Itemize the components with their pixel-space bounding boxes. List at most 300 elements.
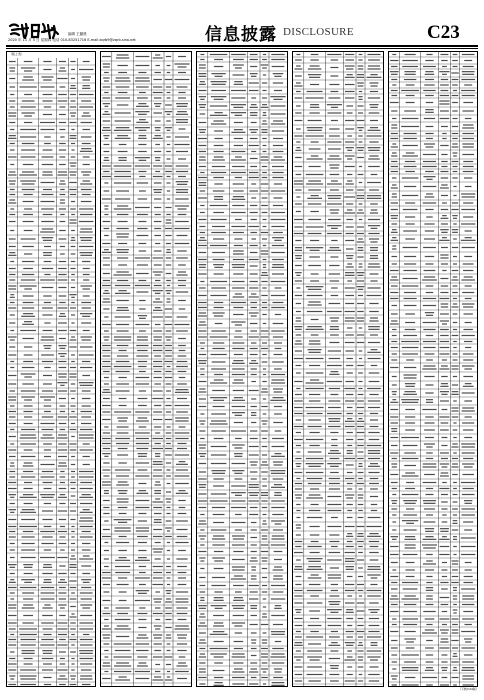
cell-text-mark bbox=[327, 233, 342, 234]
cell-text-mark bbox=[261, 624, 268, 625]
cell-text-mark bbox=[233, 600, 243, 601]
cell-text-mark bbox=[82, 194, 91, 195]
cell-text-mark bbox=[43, 61, 51, 62]
cell-text-mark bbox=[71, 246, 76, 247]
cell-text-mark bbox=[358, 85, 364, 86]
cell-text-mark bbox=[370, 120, 378, 121]
cell-text-mark bbox=[391, 595, 397, 596]
cell-text-mark bbox=[464, 466, 473, 467]
cell-text-mark bbox=[391, 428, 397, 429]
cell-text-mark bbox=[235, 324, 242, 325]
cell-text-mark bbox=[272, 267, 284, 268]
table-row bbox=[104, 566, 187, 567]
cell-text-mark bbox=[59, 316, 66, 317]
cell-text-mark bbox=[296, 128, 301, 129]
cell-text-mark bbox=[177, 613, 188, 614]
table-row bbox=[294, 219, 380, 220]
cell-text-mark bbox=[346, 365, 353, 366]
cell-text-mark bbox=[71, 488, 76, 489]
cell-text-mark bbox=[357, 526, 365, 527]
cell-text-mark bbox=[307, 127, 323, 128]
cell-text-mark bbox=[116, 361, 130, 362]
cell-text-mark bbox=[405, 631, 416, 632]
cell-text-mark bbox=[296, 91, 301, 92]
table-row bbox=[10, 462, 90, 466]
cell-text-mark bbox=[261, 190, 268, 191]
cell-text-mark bbox=[165, 350, 172, 351]
cell-text-mark bbox=[294, 326, 302, 327]
cell-text-mark bbox=[137, 656, 147, 657]
cell-text-mark bbox=[178, 345, 186, 346]
cell-text-mark bbox=[58, 604, 66, 605]
cell-text-mark bbox=[331, 107, 338, 108]
cell-text-mark bbox=[138, 405, 147, 406]
cell-text-mark bbox=[104, 182, 108, 183]
cell-text-mark bbox=[177, 111, 186, 112]
cell-text-mark bbox=[441, 126, 448, 127]
cell-text-mark bbox=[71, 495, 76, 496]
cell-text-mark bbox=[308, 120, 322, 121]
cell-text-mark bbox=[358, 618, 364, 619]
cell-text-mark bbox=[369, 602, 378, 603]
cell-text-mark bbox=[347, 625, 352, 626]
cell-text-mark bbox=[461, 588, 475, 589]
cell-text-mark bbox=[275, 641, 281, 642]
cell-text-mark bbox=[346, 546, 354, 547]
cell-text-mark bbox=[175, 205, 189, 206]
cell-text-mark bbox=[179, 308, 186, 309]
cell-text-mark bbox=[261, 107, 268, 108]
cell-text-mark bbox=[79, 221, 93, 222]
table-row bbox=[10, 330, 89, 331]
cell-text-mark bbox=[328, 496, 342, 497]
cell-text-mark bbox=[345, 590, 355, 591]
cell-text-mark bbox=[8, 639, 16, 640]
cell-text-mark bbox=[9, 171, 15, 172]
cell-text-mark bbox=[261, 668, 268, 669]
cell-text-mark bbox=[70, 405, 75, 406]
cell-text-mark bbox=[8, 488, 17, 489]
table-row bbox=[103, 432, 190, 433]
table-row bbox=[9, 494, 93, 498]
cell-text-mark bbox=[464, 654, 473, 655]
cell-text-mark bbox=[138, 513, 146, 514]
cell-text-mark bbox=[214, 622, 223, 623]
cell-text-mark bbox=[82, 549, 91, 550]
cell-text-mark bbox=[359, 595, 362, 596]
cell-text-mark bbox=[357, 212, 364, 213]
cell-text-mark bbox=[166, 513, 170, 514]
cell-text-mark bbox=[24, 94, 32, 95]
cell-text-mark bbox=[402, 667, 419, 668]
table-row bbox=[199, 354, 283, 355]
cell-text-mark bbox=[391, 256, 397, 257]
table-row bbox=[392, 391, 475, 395]
cell-text-mark bbox=[250, 245, 258, 246]
cell-text-mark bbox=[357, 198, 364, 199]
cell-text-mark bbox=[249, 446, 259, 447]
cell-text-mark bbox=[357, 439, 363, 440]
table-row bbox=[296, 104, 379, 108]
cell-text-mark bbox=[104, 208, 108, 209]
cell-text-mark bbox=[199, 656, 206, 657]
cell-text-mark bbox=[10, 149, 15, 150]
cell-text-mark bbox=[71, 669, 75, 670]
cell-text-mark bbox=[422, 544, 437, 545]
cell-text-mark bbox=[402, 520, 418, 521]
cell-text-mark bbox=[452, 177, 457, 178]
cell-text-mark bbox=[262, 272, 268, 273]
cell-text-mark bbox=[42, 607, 52, 608]
cell-text-mark bbox=[442, 138, 446, 139]
cell-text-mark bbox=[23, 471, 33, 472]
cell-text-mark bbox=[406, 95, 415, 96]
cell-text-mark bbox=[347, 74, 353, 75]
cell-text-mark bbox=[213, 615, 224, 616]
cell-text-mark bbox=[116, 271, 128, 272]
cell-text-mark bbox=[404, 133, 417, 134]
cell-text-mark bbox=[24, 405, 33, 406]
cell-text-mark bbox=[371, 645, 378, 646]
cell-text-mark bbox=[249, 259, 259, 260]
cell-text-mark bbox=[306, 636, 323, 637]
cell-text-mark bbox=[391, 161, 397, 162]
cell-text-mark bbox=[392, 488, 397, 489]
cell-text-mark bbox=[71, 634, 75, 635]
cell-text-mark bbox=[441, 223, 448, 224]
table-row bbox=[390, 365, 474, 369]
cell-text-mark bbox=[406, 102, 415, 103]
cell-text-mark bbox=[198, 197, 207, 198]
cell-text-mark bbox=[178, 550, 186, 551]
cell-text-mark bbox=[81, 669, 91, 670]
cell-text-mark bbox=[272, 172, 283, 173]
cell-text-mark bbox=[307, 130, 321, 131]
cell-text-mark bbox=[346, 105, 353, 106]
cell-text-mark bbox=[271, 631, 285, 632]
cell-text-mark bbox=[367, 574, 380, 575]
cell-text-mark bbox=[200, 81, 205, 82]
cell-text-mark bbox=[453, 590, 457, 591]
cell-text-mark bbox=[80, 252, 93, 253]
cell-text-mark bbox=[329, 358, 341, 359]
cell-text-mark bbox=[60, 313, 65, 314]
cell-text-mark bbox=[441, 285, 448, 286]
cell-text-mark bbox=[119, 144, 127, 145]
table-row bbox=[103, 371, 186, 372]
table-row bbox=[9, 456, 90, 457]
cell-text-mark bbox=[153, 290, 163, 291]
cell-text-mark bbox=[329, 541, 339, 542]
cell-text-mark bbox=[154, 192, 161, 193]
cell-text-mark bbox=[213, 238, 224, 239]
cell-text-mark bbox=[42, 519, 52, 520]
cell-text-mark bbox=[346, 226, 354, 227]
cell-text-mark bbox=[261, 529, 268, 530]
cell-text-mark bbox=[200, 653, 205, 654]
cell-text-mark bbox=[165, 316, 172, 317]
cell-text-mark bbox=[211, 413, 226, 414]
cell-text-mark bbox=[347, 209, 353, 210]
cell-text-mark bbox=[250, 591, 258, 592]
cell-text-mark bbox=[115, 316, 131, 317]
cell-text-mark bbox=[231, 226, 245, 227]
cell-text-mark bbox=[200, 212, 205, 213]
cell-text-mark bbox=[136, 77, 150, 78]
cell-text-mark bbox=[22, 367, 35, 368]
cell-text-mark bbox=[368, 566, 380, 567]
cell-text-mark bbox=[198, 273, 206, 274]
table-row bbox=[296, 478, 378, 479]
cell-text-mark bbox=[42, 268, 53, 269]
cell-text-mark bbox=[425, 95, 434, 96]
cell-text-mark bbox=[21, 279, 35, 280]
cell-text-mark bbox=[357, 650, 363, 651]
cell-text-mark bbox=[358, 96, 362, 97]
cell-text-mark bbox=[69, 443, 76, 444]
cell-text-mark bbox=[179, 656, 186, 657]
cell-text-mark bbox=[43, 295, 51, 296]
cell-text-mark bbox=[44, 367, 50, 368]
cell-text-mark bbox=[370, 203, 378, 204]
cell-text-mark bbox=[357, 541, 364, 542]
cell-text-mark bbox=[331, 287, 337, 288]
cell-text-mark bbox=[425, 171, 434, 172]
cell-text-mark bbox=[116, 190, 129, 191]
cell-text-mark bbox=[275, 314, 281, 315]
cell-text-mark bbox=[461, 193, 475, 194]
cell-text-mark bbox=[114, 336, 131, 337]
cell-text-mark bbox=[81, 336, 92, 337]
cell-text-mark bbox=[451, 661, 458, 662]
cell-text-mark bbox=[464, 256, 472, 257]
cell-text-mark bbox=[439, 368, 449, 369]
cell-text-mark bbox=[452, 670, 457, 671]
cell-text-mark bbox=[441, 154, 447, 155]
cell-text-mark bbox=[59, 70, 67, 71]
cell-text-mark bbox=[261, 653, 268, 654]
cell-text-mark bbox=[175, 392, 189, 393]
cell-text-mark bbox=[453, 195, 456, 196]
cell-text-mark bbox=[345, 561, 355, 562]
cell-text-mark bbox=[8, 138, 16, 139]
table-row bbox=[295, 263, 380, 267]
cell-text-mark bbox=[358, 413, 363, 414]
cell-text-mark bbox=[199, 267, 206, 268]
table-row bbox=[9, 100, 91, 101]
cell-text-mark bbox=[346, 381, 354, 382]
cell-text-mark bbox=[232, 605, 245, 606]
cell-text-mark bbox=[359, 327, 363, 328]
cell-text-mark bbox=[441, 661, 447, 662]
cell-text-mark bbox=[232, 622, 245, 623]
cell-text-mark bbox=[60, 494, 65, 495]
table-row bbox=[8, 488, 93, 489]
cell-text-mark bbox=[44, 579, 51, 580]
cell-text-mark bbox=[139, 572, 146, 573]
cell-text-mark bbox=[328, 219, 340, 220]
cell-text-mark bbox=[153, 366, 162, 367]
cell-text-mark bbox=[442, 677, 448, 678]
cell-text-mark bbox=[296, 105, 301, 106]
cell-text-mark bbox=[82, 405, 91, 406]
cell-text-mark bbox=[119, 160, 127, 161]
cell-text-mark bbox=[357, 82, 364, 83]
cell-text-mark bbox=[306, 407, 324, 408]
cell-text-mark bbox=[406, 508, 414, 509]
table-row bbox=[9, 658, 93, 659]
cell-text-mark bbox=[262, 342, 267, 343]
cell-text-mark bbox=[461, 209, 475, 210]
cell-text-mark bbox=[153, 566, 163, 567]
cell-text-mark bbox=[296, 54, 300, 55]
cell-text-mark bbox=[357, 610, 365, 611]
table-row bbox=[198, 196, 283, 200]
cell-text-mark bbox=[425, 74, 435, 75]
cell-text-mark bbox=[367, 198, 382, 199]
cell-text-mark bbox=[79, 434, 94, 435]
cell-text-mark bbox=[371, 174, 378, 175]
table-row bbox=[102, 577, 186, 578]
cell-text-mark bbox=[10, 592, 15, 593]
cell-text-mark bbox=[200, 348, 204, 349]
cell-text-mark bbox=[102, 366, 111, 367]
cell-text-mark bbox=[178, 92, 185, 93]
cell-text-mark bbox=[138, 130, 146, 131]
cell-text-mark bbox=[103, 591, 109, 592]
cell-text-mark bbox=[8, 375, 16, 376]
cell-text-mark bbox=[309, 352, 321, 353]
cell-text-mark bbox=[199, 321, 205, 322]
cell-text-mark bbox=[175, 432, 190, 433]
cell-text-mark bbox=[463, 611, 473, 612]
cell-text-mark bbox=[425, 536, 433, 537]
cell-text-mark bbox=[59, 405, 65, 406]
cell-text-mark bbox=[345, 120, 354, 121]
cell-text-mark bbox=[272, 379, 285, 380]
cell-text-mark bbox=[308, 289, 322, 290]
cell-text-mark bbox=[306, 372, 323, 373]
cell-text-mark bbox=[199, 463, 206, 464]
cell-text-mark bbox=[251, 608, 257, 609]
cell-text-mark bbox=[200, 54, 204, 55]
cell-text-mark bbox=[452, 335, 459, 336]
cell-text-mark bbox=[453, 656, 458, 657]
cell-text-mark bbox=[329, 636, 340, 637]
cell-text-mark bbox=[166, 443, 171, 444]
cell-text-mark bbox=[296, 419, 302, 420]
cell-text-mark bbox=[423, 482, 437, 483]
cell-text-mark bbox=[357, 625, 363, 626]
cell-text-mark bbox=[403, 394, 417, 395]
cell-text-mark bbox=[41, 336, 53, 337]
cell-text-mark bbox=[22, 246, 33, 247]
table-row bbox=[390, 71, 475, 75]
table-row bbox=[103, 77, 189, 81]
cell-text-mark bbox=[119, 676, 127, 677]
cell-text-mark bbox=[177, 678, 187, 679]
cell-text-mark bbox=[307, 295, 323, 296]
cell-text-mark bbox=[102, 484, 111, 485]
cell-text-mark bbox=[79, 471, 93, 472]
cell-text-mark bbox=[328, 97, 340, 98]
table-row bbox=[392, 54, 474, 55]
cell-text-mark bbox=[453, 276, 458, 277]
cell-text-mark bbox=[116, 77, 130, 78]
cell-text-mark bbox=[405, 238, 415, 239]
table-row bbox=[296, 388, 381, 389]
cell-text-mark bbox=[263, 267, 266, 268]
cell-text-mark bbox=[71, 464, 75, 465]
cell-text-mark bbox=[8, 526, 16, 527]
cell-text-mark bbox=[262, 616, 267, 617]
cell-text-mark bbox=[250, 354, 258, 355]
table-row bbox=[8, 526, 93, 527]
table-row bbox=[10, 106, 93, 107]
cell-text-mark bbox=[391, 90, 398, 91]
cell-text-mark bbox=[103, 637, 110, 638]
table-row bbox=[8, 285, 92, 289]
cell-text-mark bbox=[310, 104, 319, 105]
table-row bbox=[198, 622, 283, 626]
cell-text-mark bbox=[405, 74, 416, 75]
table-row bbox=[392, 335, 475, 336]
cell-text-mark bbox=[328, 574, 342, 575]
cell-text-mark bbox=[345, 584, 354, 585]
cell-text-mark bbox=[274, 668, 282, 669]
cell-text-mark bbox=[80, 653, 93, 654]
cell-text-mark bbox=[465, 569, 472, 570]
cell-text-mark bbox=[43, 482, 53, 483]
cell-text-mark bbox=[178, 619, 187, 620]
cell-text-mark bbox=[273, 578, 283, 579]
cell-text-mark bbox=[370, 546, 379, 547]
cell-text-mark bbox=[425, 528, 434, 529]
cell-text-mark bbox=[20, 129, 36, 130]
cell-text-mark bbox=[213, 685, 223, 686]
cell-text-mark bbox=[270, 400, 285, 401]
cell-text-mark bbox=[405, 409, 415, 410]
cell-text-mark bbox=[70, 122, 77, 123]
cell-text-mark bbox=[296, 258, 302, 259]
cell-text-mark bbox=[175, 136, 189, 137]
table-row bbox=[199, 420, 282, 424]
table-row bbox=[103, 448, 187, 449]
cell-text-mark bbox=[390, 576, 398, 577]
cell-text-mark bbox=[439, 240, 449, 241]
cell-text-mark bbox=[403, 270, 416, 271]
cell-text-mark bbox=[214, 551, 223, 552]
cell-text-mark bbox=[357, 286, 365, 287]
cell-text-mark bbox=[44, 399, 51, 400]
cell-text-mark bbox=[404, 79, 416, 80]
cell-text-mark bbox=[42, 669, 53, 670]
cell-text-mark bbox=[81, 302, 91, 303]
cell-text-mark bbox=[44, 449, 51, 450]
cell-text-mark bbox=[462, 407, 474, 408]
cell-text-mark bbox=[199, 585, 205, 586]
cell-text-mark bbox=[139, 160, 147, 161]
cell-text-mark bbox=[82, 375, 90, 376]
table-row bbox=[295, 295, 382, 296]
cell-text-mark bbox=[296, 451, 300, 452]
cell-text-mark bbox=[274, 464, 283, 465]
cell-text-mark bbox=[345, 342, 355, 343]
cell-text-mark bbox=[176, 119, 188, 120]
cell-text-mark bbox=[70, 135, 77, 136]
cell-text-mark bbox=[104, 330, 109, 331]
table-row bbox=[104, 557, 188, 561]
